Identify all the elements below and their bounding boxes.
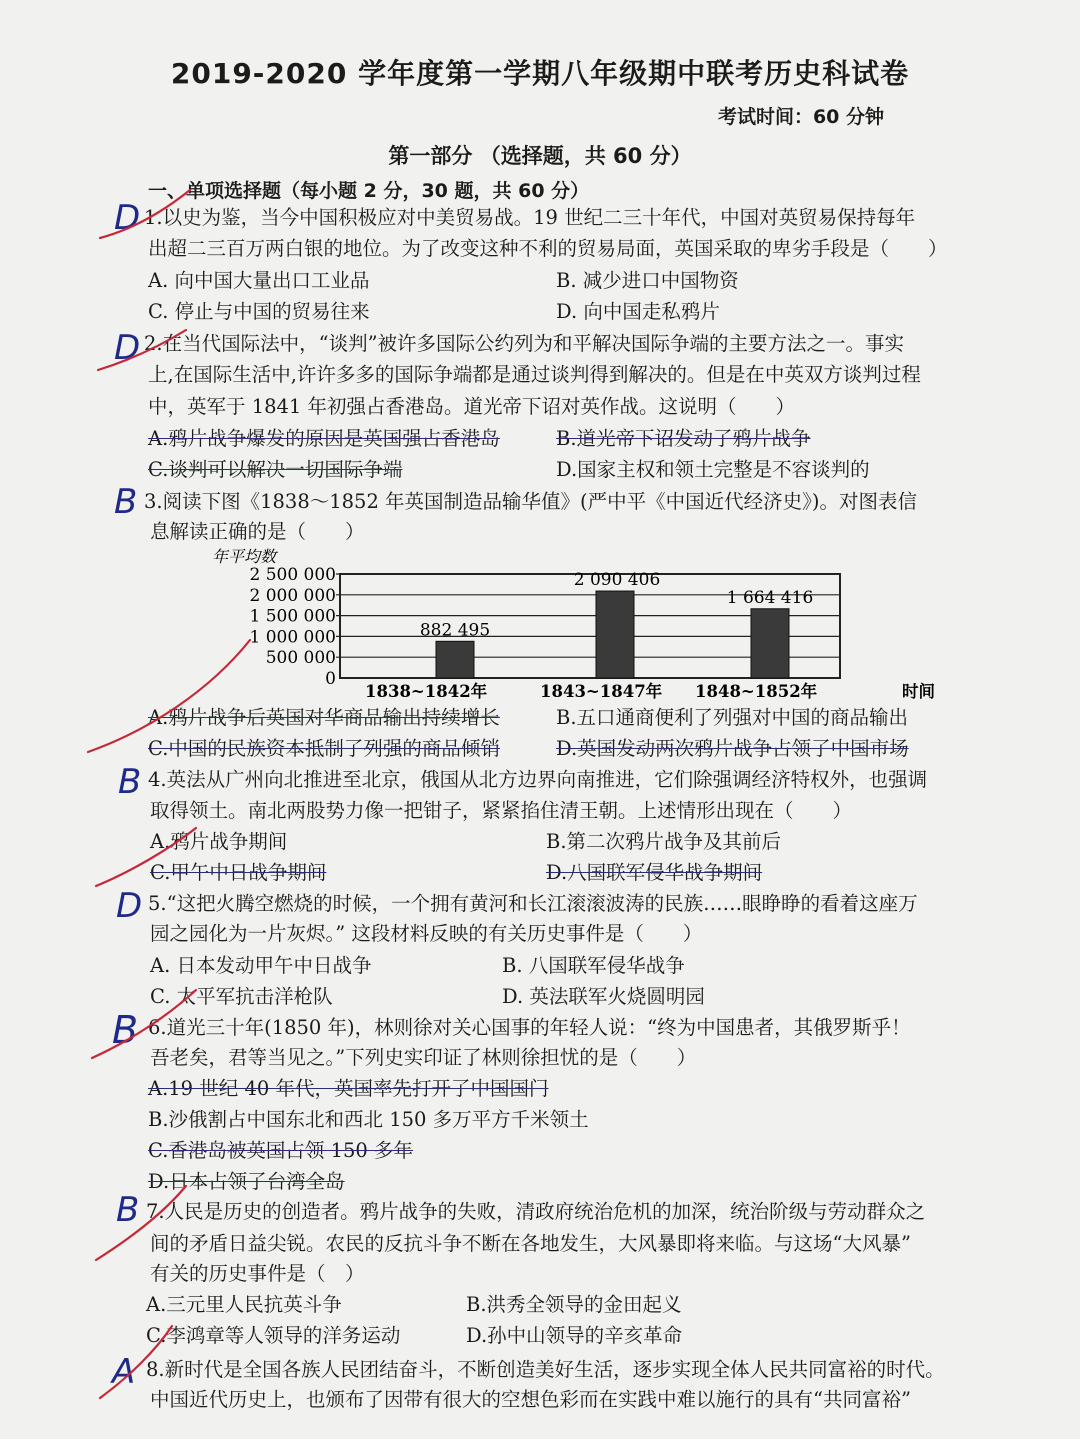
section-heading: 一、单项选择题（每小题 2 分，30 题，共 60 分） — [148, 180, 590, 202]
exam-title: 2019-2020 学年度第一学期八年级期中联考历史科试卷 — [170, 57, 910, 90]
question-7-line-3: 有关的历史事件是（ ） — [150, 1262, 365, 1285]
answer-mark: B — [112, 1008, 139, 1052]
answer-mark: D — [116, 886, 143, 926]
question-2-line-1: 2.在当代国际法中，“谈判”被许多国际公约列为和平解决国际争端的主要方法之一。事实 — [144, 332, 905, 355]
bar — [596, 591, 634, 678]
question-3-line-1: 3.阅读下图《1838～1852 年英国制造品输华值》(严中平《中国近代经济史》)。对图表信 — [144, 490, 918, 513]
question-2-option-a: A.鸦片战争爆发的原因是英国强占香港岛 — [148, 427, 500, 450]
y-axis-label: 年平均数 — [212, 548, 277, 566]
question-4-option-a: A.鸦片战争期间 — [150, 830, 288, 853]
question-4-line-1: 4.英法从广州向北推进至北京，俄国从北方边界向南推进，它们除强调经济特权外，也强调 — [148, 768, 928, 791]
part-title: 第一部分 （选择题，共 60 分） — [388, 144, 692, 168]
question-8-line-1: 8.新时代是全国各族人民团结奋斗，不断创造美好生活，逐步实现全体人民共同富裕的时代。 — [146, 1358, 945, 1381]
answer-mark: B — [116, 1190, 140, 1230]
question-5-option-b: B. 八国联军侵华战争 — [502, 954, 685, 977]
question-5-line-1: 5.“这把火腾空燃烧的时候，一个拥有黄河和长江滚滚波涛的民族……眼睁睁的看着这座万 — [148, 892, 918, 915]
y-tick-label: 500 000 — [265, 648, 336, 669]
question-6-option-b: B.沙俄割占中国东北和西北 150 多万平方千米领土 — [148, 1108, 589, 1131]
question-1-option-c: C. 停止与中国的贸易往来 — [148, 300, 370, 323]
bar-value-label: 882 495 — [419, 620, 491, 641]
bar-value-label: 1 664 416 — [726, 587, 814, 608]
y-tick-label: 1 500 000 — [249, 606, 336, 627]
question-2-option-d: D.国家主权和领土完整是不容谈判的 — [556, 458, 870, 481]
question-6-line-1: 6.道光三十年(1850 年)，林则徐对关心国事的年轻人说：“终为中国患者，其俄罗斯乎！ — [148, 1016, 911, 1039]
question-4-option-c: C.甲午中日战争期间 — [150, 861, 327, 884]
question-3-option-a: A.鸦片战争后英国对华商品输出持续增长 — [148, 706, 500, 729]
question-1-line-1: 1.以史为鉴，当今中国积极应对中美贸易战。19 世纪二三十年代，中国对英贸易保持每年 — [144, 206, 916, 229]
question-5-option-d: D. 英法联军火烧圆明园 — [502, 985, 705, 1008]
exam-time: 考试时间：60 分钟 — [717, 106, 884, 128]
bar — [436, 641, 474, 678]
question-8-line-2: 中国近代历史上，也颁布了因带有很大的空想色彩而在实践中难以施行的具有“共同富裕” — [150, 1388, 911, 1411]
question-2-option-b: B.道光帝下诏发动了鸦片战争 — [556, 427, 811, 450]
question-7-option-d: D.孙中山领导的辛亥革命 — [466, 1324, 683, 1347]
question-5-option-a: A. 日本发动甲午中日战争 — [150, 954, 372, 977]
question-7-line-1: 7.人民是历史的创造者。鸦片战争的失败，清政府统治危机的加深，统治阶级与劳动群众之 — [146, 1200, 926, 1223]
question-2-option-c: C.谈判可以解决一切国际争端 — [148, 458, 403, 481]
question-3-option-c: C.中国的民族资本抵制了列强的商品倾销 — [148, 737, 500, 760]
bar-value-label: 2 090 406 — [573, 570, 661, 591]
question-2-line-2: 上,在国际生活中,许许多多的国际争端都是通过谈判得到解决的。但是在中英双方谈判过程 — [148, 363, 921, 386]
question-6-option-d: D.日本占领了台湾全岛 — [148, 1170, 345, 1193]
y-tick-label: 2 500 000 — [249, 565, 336, 585]
question-6-option-c: C.香港岛被英国占领 150 多年 — [148, 1139, 414, 1162]
x-tick-label: 1848~1852年 — [695, 682, 818, 701]
question-1-option-b: B. 减少进口中国物资 — [556, 269, 739, 292]
question-2-line-3: 中，英军于 1841 年初强占香港岛。道光帝下诏对英作战。这说明（ ） — [148, 395, 796, 418]
answer-mark: A — [112, 1352, 136, 1392]
y-tick-label: 0 — [325, 669, 336, 689]
y-tick-label: 1 000 000 — [249, 627, 336, 648]
question-1-option-a: A. 向中国大量出口工业品 — [148, 269, 370, 292]
answer-mark: B — [118, 762, 142, 802]
question-7-option-b: B.洪秀全领导的金田起义 — [466, 1293, 682, 1316]
question-7-option-c: C.李鸿章等人领导的洋务运动 — [146, 1324, 401, 1347]
question-6-line-2: 吾老矣，君等当见之。”下列史实印证了林则徐担忧的是（ ） — [150, 1046, 697, 1069]
question-1-line-2: 出超二三百万两白银的地位。为了改变这种不利的贸易局面，英国采取的卑劣手段是（ ） — [148, 237, 948, 260]
bar — [751, 609, 789, 678]
question-3-option-b: B.五口通商便利了列强对中国的商品输出 — [556, 706, 909, 729]
question-7-line-2: 间的矛盾日益尖锐。农民的反抗斗争不断在各地发生，大风暴即将来临。与这场“大风暴” — [150, 1232, 911, 1255]
question-5-line-2: 园之园化为一片灰烬。” 这段材料反映的有关历史事件是（ ） — [150, 922, 703, 945]
question-6-option-a: A.19 世纪 40 年代，英国率先打开了中国国门 — [148, 1077, 549, 1100]
bar-chart — [190, 548, 980, 708]
question-4-option-d: D.八国联军侵华战争期间 — [546, 861, 763, 884]
question-4-line-2: 取得领土。南北两股势力像一把钳子，紧紧掐住清王朝。上述情形出现在（ ） — [150, 799, 853, 822]
answer-mark: D — [114, 198, 141, 238]
x-tick-label: 1838~1842年 — [365, 682, 488, 701]
x-axis-label: 时间 — [902, 682, 935, 701]
question-7-option-a: A.三元里人民抗英斗争 — [146, 1293, 342, 1316]
question-5-option-c: C. 太平军抗击洋枪队 — [150, 985, 333, 1008]
answer-mark: B — [114, 482, 138, 522]
question-1-option-d: D. 向中国走私鸦片 — [556, 300, 720, 323]
question-3-option-d: D.英国发动两次鸦片战争占领了中国市场 — [556, 737, 909, 760]
x-tick-label: 1843~1847年 — [540, 682, 663, 701]
question-3-line-2: 息解读正确的是（ ） — [150, 520, 365, 543]
y-tick-label: 2 000 000 — [249, 585, 336, 606]
answer-mark: D — [114, 328, 141, 368]
question-4-option-b: B.第二次鸦片战争及其前后 — [546, 830, 782, 853]
